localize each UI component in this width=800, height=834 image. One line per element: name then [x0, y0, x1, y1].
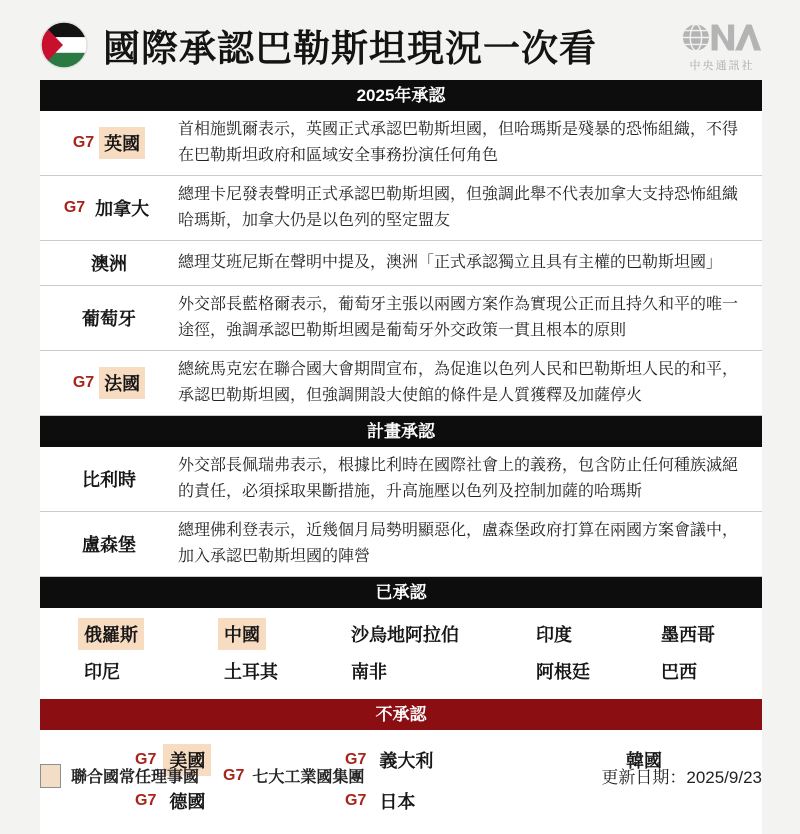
country-row [40, 447, 762, 512]
country-item [655, 654, 762, 687]
country-name: 沙烏地阿拉伯 [351, 624, 459, 645]
country-row [40, 176, 762, 241]
country-label [40, 192, 178, 224]
country-name: 美國 [163, 744, 211, 776]
update-date: 更新日期：2025/9/23 [601, 768, 762, 787]
country-name: 韓國 [626, 750, 662, 771]
country-row [40, 286, 762, 351]
un-member-swatch-icon [40, 764, 61, 788]
g7-badge: G7 [72, 374, 95, 391]
page-footer [40, 763, 762, 788]
country-description: 外交部長藍格爾表示，葡萄牙主張以兩國方案作為實現公正而且持久和平的唯一途徑，強調承認巴勒斯坦國是葡萄牙外交政策一貫且根本的原則 [178, 296, 739, 339]
country-label [40, 302, 178, 334]
country-row [40, 351, 762, 416]
country-name: 葡萄牙 [82, 309, 136, 329]
country-description: 首相施凱爾表示，英國正式承認巴勒斯坦國，但哈瑪斯是殘暴的恐怖組織，不得在巴勒斯坦政府和區域安全事務扮演任何角色 [178, 121, 739, 164]
country-label [40, 528, 178, 560]
country-item [530, 654, 655, 687]
g7-badge: G7 [345, 750, 367, 768]
g7-legend-label: 七大工業國集團 [252, 769, 365, 786]
section-header-planned: 計畫承認 [40, 416, 762, 447]
country-name: 義大利 [379, 750, 434, 771]
g7-badge: G7 [223, 766, 245, 784]
country-label [40, 463, 178, 495]
g7-badge: G7 [135, 791, 157, 809]
country-name: 德國 [169, 791, 206, 812]
country-description: 總理卡尼發表聲明正式承認巴勒斯坦國，但強調此舉不代表加拿大支持恐怖組織哈瑪斯，加拿大仍是以色列的堅定盟友 [178, 186, 739, 229]
country-name: 盧森堡 [82, 535, 136, 555]
country-description: 總理佛利登表示，近幾個月局勢明顯惡化，盧森堡政府打算在兩國方案會議中，加入承認巴勒斯坦國的陣營 [178, 522, 739, 565]
country-name: 墨西哥 [661, 624, 715, 645]
country-description: 總理艾班尼斯在聲明中提及，澳洲「正式承認獨立且具有主權的巴勒斯坦國」 [178, 254, 723, 271]
country-label [40, 367, 178, 399]
already-recognized-grid [40, 608, 762, 699]
page-header [40, 12, 762, 78]
section-header-already: 已承認 [40, 577, 762, 608]
palestine-flag-icon [40, 21, 88, 69]
country-name: 印度 [536, 624, 572, 645]
country-row [40, 111, 762, 176]
country-name: 比利時 [82, 470, 136, 490]
page-title: 國際承認巴勒斯坦現況一次看 [103, 28, 597, 69]
g7-badge: G7 [345, 791, 367, 809]
cna-logo [682, 19, 762, 72]
country-description: 總統馬克宏在聯合國大會期間宣布，為促進以色列人民和巴勒斯坦人民的和平，承認巴勒斯坦國，但強調開設大使館的條件是人質獲釋及加薩停火 [178, 361, 739, 404]
country-row [40, 512, 762, 577]
cna-logo-subtext: 中央通訊社 [689, 59, 755, 72]
content-panel [40, 80, 762, 834]
country-description: 外交部長佩瑞弗表示，根據比利時在國際社會上的義務，包含防止任何種族滅絕的責任，必須採取果斷措施，升高施壓以色列及控制加薩的哈瑪斯 [178, 457, 739, 500]
g7-badge: G7 [72, 134, 95, 151]
country-label [40, 247, 178, 279]
country-name: 巴西 [661, 661, 697, 682]
country-item [345, 654, 530, 687]
g7-badge: G7 [135, 750, 157, 768]
country-item [135, 784, 345, 817]
country-name: 日本 [379, 791, 416, 812]
country-row [40, 241, 762, 286]
un-legend-label: 聯合國常任理事國 [71, 769, 200, 786]
country-item [78, 617, 218, 650]
country-item [218, 617, 345, 650]
country-name: 阿根廷 [536, 661, 590, 682]
g7-badge: G7 [63, 199, 86, 216]
country-item [655, 617, 762, 650]
country-name: 澳洲 [91, 254, 127, 274]
country-name: 英國 [99, 127, 145, 159]
country-label [40, 127, 178, 159]
section-rows-2025 [40, 111, 762, 416]
country-name: 俄羅斯 [78, 618, 144, 650]
country-item [78, 654, 218, 687]
country-name: 加拿大 [95, 199, 150, 219]
section-header-not: 不承認 [40, 699, 762, 730]
country-name: 中國 [218, 618, 266, 650]
country-item [218, 654, 345, 687]
section-header-2025: 2025年承認 [40, 80, 762, 111]
country-name: 土耳其 [224, 661, 278, 682]
section-rows-planned [40, 447, 762, 577]
country-name: 法國 [99, 367, 145, 399]
country-item [345, 784, 620, 817]
cna-logo-icon [682, 21, 762, 54]
country-name: 印尼 [84, 661, 120, 682]
country-item [345, 617, 530, 650]
country-item [530, 617, 655, 650]
country-name: 南非 [351, 661, 387, 682]
